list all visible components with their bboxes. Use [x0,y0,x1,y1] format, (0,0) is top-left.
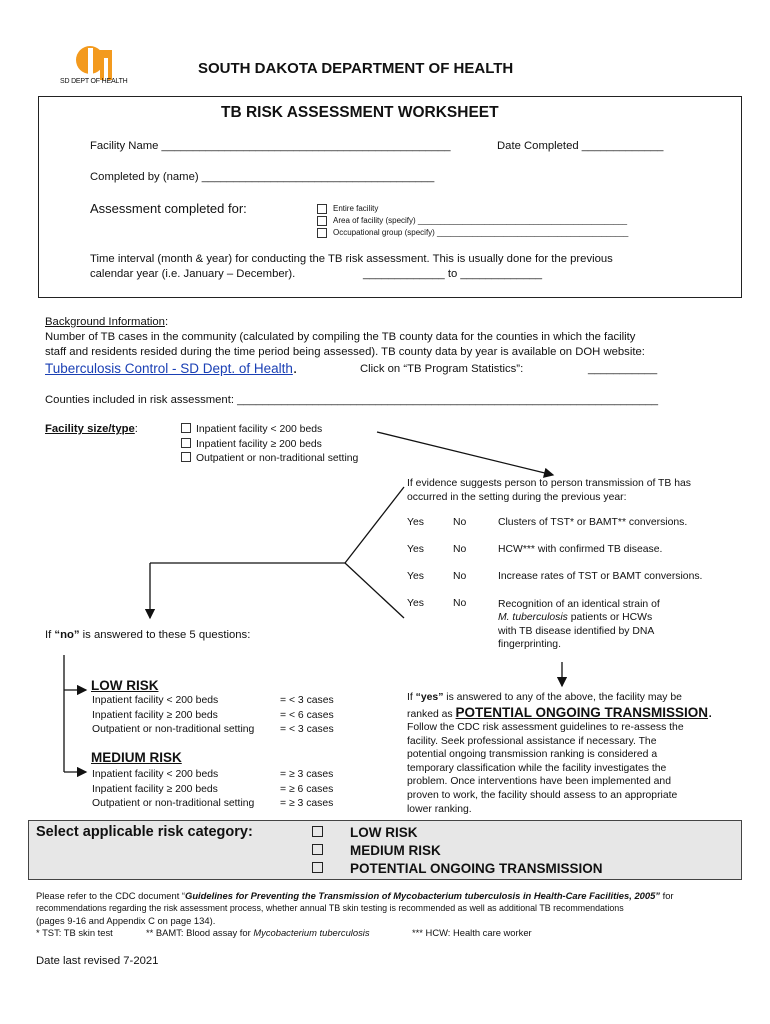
arrow-to-evidence [377,432,553,475]
low-risk-row-label: Outpatient or non-traditional setting [92,724,255,735]
low-risk-row-value: = < 3 cases [280,724,334,735]
no-prefix: If [45,629,55,641]
option-label: POTENTIAL ONGOING TRANSMISSION [350,861,603,876]
interval-line1: Time interval (month & year) for conducting the TB risk assessment. This is usually done for the previous [90,253,613,265]
option-label: Inpatient facility < 200 beds [196,424,323,435]
select-risk-options [312,824,603,878]
q3-yes[interactable]: Yes [407,571,424,582]
checkbox[interactable] [312,826,323,837]
assessment-for-label: Assessment completed for: [90,201,247,216]
medium-risk-title: MEDIUM RISK [91,750,182,765]
background-heading-text: Background Information [45,316,165,328]
branch-line-upper [345,487,404,563]
option-label: Outpatient or non-traditional setting [196,453,359,464]
evidence-line1: If evidence suggests person to person transmission of TB has [407,478,691,489]
footer-line3: (pages 9-16 and Appendix C on page 134). [36,915,216,926]
low-risk-values [280,694,334,738]
q4-line2 [498,611,660,624]
option-label: Entire facility [333,204,379,213]
q4-line2-rest: patients or HCWs [567,612,653,624]
interval-line2: calendar year (i.e. January – December). [90,268,296,280]
facility-size-label-text: Facility size/type [45,423,135,435]
option-label: Inpatient facility ≥ 200 beds [196,438,322,450]
department-title: SOUTH DAKOTA DEPARTMENT OF HEALTH [198,60,514,77]
select-option-low[interactable] [312,824,603,842]
medium-risk-row-value: = ≥ 6 cases [280,783,334,795]
yes-body-line: lower ranking. [407,803,472,815]
footer-line2: recommendations regarding the risk assessment process, whether annual TB skin testing is recommended as well as additional TB recommendations [36,903,624,913]
q2-no[interactable]: No [453,544,467,555]
q2-yes[interactable]: Yes [407,544,424,555]
q1-text: Clusters of TST* or BAMT** conversions. [498,517,688,528]
checkbox[interactable] [312,844,323,855]
date-revised: Date last revised 7-2021 [36,955,159,967]
tb-control-link[interactable]: Tuberculosis Control - SD Dept. of Health [45,361,293,376]
q4-line1: Recognition of an identical strain of [498,599,660,610]
option-label: Area of facility (specify) _______________________________________________ [333,216,628,225]
counties-field[interactable]: Counties included in risk assessment: ___________________________________________________________________ [45,394,659,406]
medium-risk-labels [92,768,254,812]
low-risk-labels [92,694,254,738]
q2-text: HCW*** with confirmed TB disease. [498,544,663,555]
interval-blank[interactable]: _____________ to _____________ [363,268,543,280]
yes-body-line: Follow the CDC risk assessment guidelines to re-assess the [407,722,684,733]
bamt-prefix: ** BAMT: Blood assay for [146,927,254,938]
background-line1: Number of TB cases in the community (calculated by compiling the TB county data for the counties in which the facility [45,331,636,343]
no-word: “no” [54,629,80,641]
cdc-document-title: Guidelines for Preventing the Transmission of Mycobacterium tuberculosis in Health-Care Facilities, 2005” [185,890,660,901]
select-risk-label: Select applicable risk category: [36,824,253,840]
yes-body-line: temporary classification while the facility investigates the [407,762,667,774]
period: . [708,704,713,721]
q3-no[interactable]: No [453,571,467,582]
no-answer-text [45,629,250,641]
yes-body-line: proven to work, the facility should assess to an appropriate [407,789,678,801]
branch-line-lower [345,563,404,618]
low-risk-row-value: = < 6 cases [280,709,334,721]
q1-yes[interactable]: Yes [407,517,424,528]
yes-line1-rest: is answered to any of the above, the facility may be [443,692,682,703]
yes-answer-body [407,721,684,816]
select-option-potential[interactable] [312,860,603,878]
evidence-line2: occurred in the setting during the previous year: [407,492,627,503]
checkbox[interactable] [312,862,323,873]
option-label: MEDIUM RISK [350,843,441,858]
facility-name-field[interactable]: Facility Name ______________________________________________ [90,140,451,152]
date-completed-field[interactable]: Date Completed _____________ [497,140,664,152]
medium-risk-row-value: = ≥ 3 cases [280,798,334,809]
q1-no[interactable]: No [453,517,467,528]
low-risk-row-label: Inpatient facility ≥ 200 beds [92,709,218,721]
medium-risk-row-label: Outpatient or non-traditional setting [92,798,255,809]
yes-answer-line1 [407,692,682,703]
q4-line3: with TB disease identified by DNA [498,625,655,637]
yes-answer-ranked [407,704,713,722]
yes-body-line: problem. Once interventions have been implemented and [407,776,671,788]
option-label: Occupational group (specify) ___________________________________________ [333,228,629,237]
colon: : [134,423,138,435]
low-risk-title: LOW RISK [91,678,159,693]
medium-risk-row-label: Inpatient facility ≥ 200 beds [92,783,218,795]
q4-species: M. tuberculosis [498,612,568,624]
yes-word: “yes” [415,692,444,703]
q3-text: Increase rates of TST or BAMT conversions. [498,571,703,582]
q4-text [498,598,660,651]
q4-yes[interactable]: Yes [407,598,424,609]
worksheet-title: TB RISK ASSESSMENT WORKSHEET [221,104,499,121]
footer-line1 [36,890,674,901]
footnote-bamt [146,927,370,938]
click-on-text: Click on “TB Program Statistics”: [360,363,524,375]
yes-prefix: If [407,692,416,703]
colon: : [164,316,169,328]
medium-risk-row-value: = ≥ 3 cases [280,769,334,780]
no-suffix: is answered to these 5 questions: [79,629,251,641]
low-risk-row-label: Inpatient facility < 200 beds [92,695,219,706]
footnote-tst: * TST: TB skin test [36,927,113,938]
ranked-as: ranked as [407,709,456,720]
select-option-medium[interactable] [312,842,603,860]
medium-risk-values [280,768,333,812]
refer-suffix: for [660,890,674,901]
q4-line4: fingerprinting. [498,638,561,650]
footnote-hcw: *** HCW: Health care worker [412,927,532,938]
logo-text: SD DEPT OF HEALTH [60,78,128,85]
yes-body-line: facility. Seek professional assistance if necessary. The [407,735,657,747]
link-period: . [292,360,298,377]
refer-prefix: Please refer to the CDC document “ [36,890,186,901]
option-label: LOW RISK [350,825,418,840]
low-risk-row-value: = < 3 cases [280,695,334,706]
q4-no[interactable]: No [453,598,467,609]
bamt-species: Mycobacterium tuberculosis [253,927,370,938]
background-line2: staff and residents resided during the time period being assessed). TB county data by year is available on DOH website: [45,346,645,358]
completed-by-field[interactable]: Completed by (name) _____________________________________ [90,171,435,183]
yes-body-line: potential ongoing transmission ranking is considered a [407,749,658,761]
click-blank[interactable]: ___________ [588,363,658,375]
medium-risk-row-label: Inpatient facility < 200 beds [92,769,219,780]
potential-ongoing-transmission: POTENTIAL ONGOING TRANSMISSION [455,705,709,720]
